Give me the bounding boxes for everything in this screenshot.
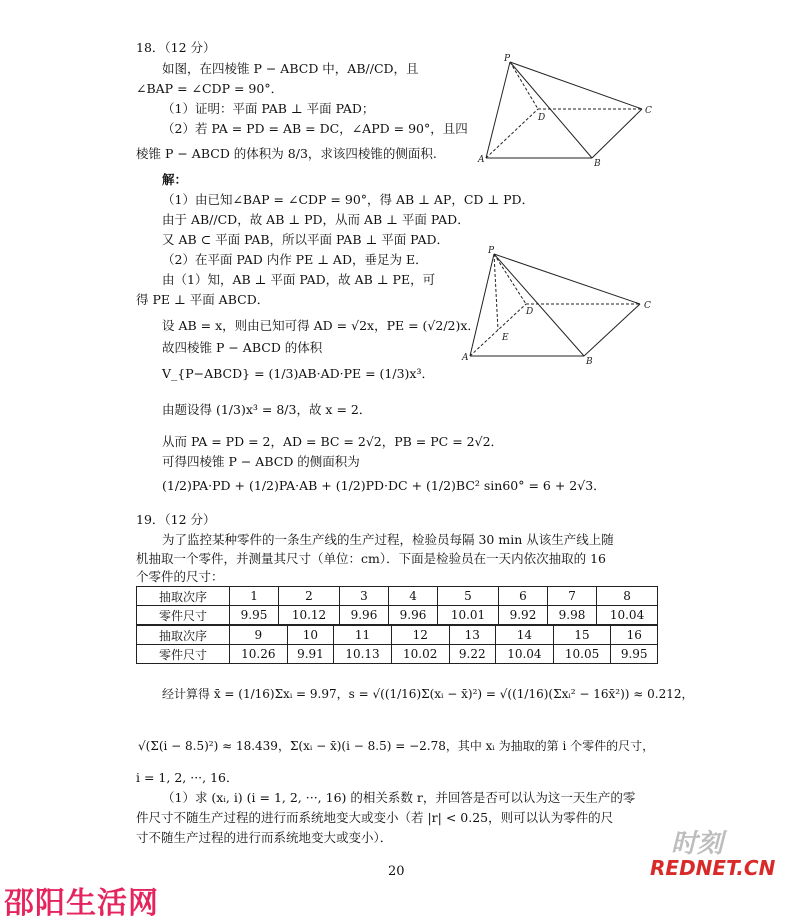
table-cell: 8 xyxy=(597,587,658,606)
sol-line-11: 从而 PA = PD = 2，AD = BC = 2√2，PB = PC = 2√2． xyxy=(162,434,504,449)
table-cell: 12 xyxy=(391,626,449,645)
sol-line-7: 设 AB = x，则由已知可得 AD = √2x，PE = (√2/2)x． xyxy=(162,318,480,333)
sol-line-5: 由（1）知，AB ⊥ 平面 PAD，故 AB ⊥ PE，可 xyxy=(162,272,436,287)
fig1-label-C: C xyxy=(645,106,652,116)
table-cell: 零件尺寸 xyxy=(137,606,230,625)
table-cell: 10.02 xyxy=(391,645,449,664)
table-row xyxy=(137,606,658,625)
sol-line-9: V_{P−ABCD} = (1/3)AB·AD·PE = (1/3)x³． xyxy=(162,366,434,381)
table-row xyxy=(137,587,658,606)
q18-part2: （2）若 PA = PD = AB = DC，∠APD = 90°，且四 xyxy=(162,121,468,136)
sol-line-2: 由于 AB//CD，故 AB ⊥ PD，从而 AB ⊥ 平面 PAD． xyxy=(162,212,470,227)
q19-question-1a: （1）求 (xᵢ, i) (i = 1, 2, ···, 16) 的相关系数 r，并回答是否可以认为这一天生产的零 xyxy=(162,790,636,805)
sol-line-10: 由题设得 (1/3)x³ = 8/3，故 x = 2． xyxy=(162,402,372,417)
table-cell: 抽取次序 xyxy=(137,587,230,606)
fig2-label-D: D xyxy=(526,307,534,317)
table-cell: 9.96 xyxy=(389,606,438,625)
sol-line-12: 可得四棱锥 P − ABCD 的侧面积为 xyxy=(162,454,360,469)
table-cell: 9.22 xyxy=(449,645,495,664)
table-cell: 10.01 xyxy=(438,606,499,625)
pyramid-figure-1 xyxy=(476,52,656,170)
table-cell: 9.95 xyxy=(611,645,658,664)
table-cell: 10.12 xyxy=(279,606,340,625)
q19-question-1b: 件尺寸不随生产过程的进行而系统地变大或变小（若 |r| < 0.25，则可以认为零件的尺 xyxy=(136,810,614,825)
table-cell: 9.91 xyxy=(287,645,333,664)
sol-line-6: 得 PE ⊥ 平面 ABCD． xyxy=(136,292,270,307)
table-cell: 10.04 xyxy=(496,645,554,664)
table-cell: 9.98 xyxy=(548,606,597,625)
table-cell: 16 xyxy=(611,626,658,645)
table-cell: 10.04 xyxy=(597,606,658,625)
q19-para-3: 个零件的尺寸： xyxy=(136,569,224,584)
table-cell: 6 xyxy=(498,587,547,606)
q18-part1: （1）证明：平面 PAB ⊥ 平面 PAD； xyxy=(162,101,375,116)
table-cell: 4 xyxy=(389,587,438,606)
table-cell: 7 xyxy=(548,587,597,606)
table-cell: 9.96 xyxy=(339,606,388,625)
q18-stmt1: 如图，在四棱锥 P − ABCD 中，AB//CD，且 xyxy=(162,61,419,76)
solution-label: 解： xyxy=(162,172,188,187)
table-cell: 零件尺寸 xyxy=(137,645,230,664)
fig2-label-B: B xyxy=(586,357,593,367)
sol-line-4: （2）在平面 PAD 内作 PE ⊥ AD，垂足为 E． xyxy=(162,252,428,267)
q19-header: 19．（12 分） xyxy=(136,512,216,527)
sol-line-1: （1）由已知∠BAP = ∠CDP = 90°，得 AB ⊥ AP，CD ⊥ PD． xyxy=(162,192,535,207)
table-cell: 5 xyxy=(438,587,499,606)
fig2-label-C: C xyxy=(644,301,651,311)
q19-para-2: 机抽取一个零件，并测量其尺寸（单位：cm）．下面是检验员在一天内依次抽取的 16 xyxy=(136,551,606,566)
q19-question-1c: 寸不随生产过程的进行而系统地变大或变小）． xyxy=(136,830,393,845)
q19-calc-3: i = 1, 2, ···, 16． xyxy=(136,770,239,785)
table-cell: 9 xyxy=(230,626,288,645)
table-cell: 14 xyxy=(496,626,554,645)
sol-line-13: (1/2)PA·PD + (1/2)PA·AB + (1/2)PD·DC + (1/2)BC² sin60° = 6 + 2√3． xyxy=(162,478,606,493)
q19-calc-1: 经计算得 x̄ = (1/16)Σxᵢ = 9.97，s = √((1/16)Σ(xᵢ − x̄)²) = √((1/16)(Σxᵢ² − 16x̄²)) ≈ 0.212， xyxy=(162,687,694,701)
fig1-label-A: A xyxy=(478,155,485,165)
watermark-grey-text: 时刻 xyxy=(671,829,724,859)
table-cell: 10.26 xyxy=(230,645,288,664)
fig2-label-E: E xyxy=(502,333,509,343)
rednet-watermark-logo xyxy=(651,826,761,860)
table-cell: 2 xyxy=(279,587,340,606)
table-cell: 抽取次序 xyxy=(137,626,230,645)
rednet-watermark-text: REDNET.CN xyxy=(650,856,776,880)
table-cell: 9.95 xyxy=(230,606,279,625)
table-row xyxy=(137,626,658,645)
table-cell: 9.92 xyxy=(498,606,547,625)
sample-table-top xyxy=(136,586,658,625)
table-cell: 3 xyxy=(339,587,388,606)
table-cell: 10 xyxy=(287,626,333,645)
fig1-label-B: B xyxy=(594,159,601,169)
sample-table-bottom xyxy=(136,625,658,664)
page-number: 20 xyxy=(388,864,405,879)
fig1-label-D: D xyxy=(538,113,546,123)
table-cell: 10.05 xyxy=(553,645,611,664)
sol-line-8: 故四棱锥 P − ABCD 的体积 xyxy=(162,340,323,355)
table-row xyxy=(137,645,658,664)
q18-part2b: 棱锥 P − ABCD 的体积为 8/3，求该四棱锥的侧面积. xyxy=(136,146,437,161)
fig1-label-P: P xyxy=(504,54,511,64)
sol-line-3: 又 AB ⊂ 平面 PAB，所以平面 PAB ⊥ 平面 PAD． xyxy=(162,232,449,247)
site-watermark-logo: 邵阳生活网 xyxy=(4,886,159,921)
table-cell: 13 xyxy=(449,626,495,645)
q18-header: 18．（12 分） xyxy=(136,40,216,55)
q18-stmt2: ∠BAP = ∠CDP = 90°． xyxy=(136,81,284,96)
table-cell: 11 xyxy=(334,626,392,645)
pyramid-figure-2 xyxy=(460,244,660,368)
fig2-label-P: P xyxy=(488,246,495,256)
table-cell: 10.13 xyxy=(334,645,392,664)
table-cell: 1 xyxy=(230,587,279,606)
fig2-label-A: A xyxy=(462,353,469,363)
q19-para-1: 为了监控某种零件的一条生产线的生产过程，检验员每隔 30 min 从该生产线上随 xyxy=(162,532,614,547)
q19-calc-2: √(Σ(i − 8.5)²) ≈ 18.439，Σ(xᵢ − x̄)(i − 8.5) = −2.78，其中 xᵢ 为抽取的第 i 个零件的尺寸， xyxy=(138,739,655,753)
table-cell: 15 xyxy=(553,626,611,645)
